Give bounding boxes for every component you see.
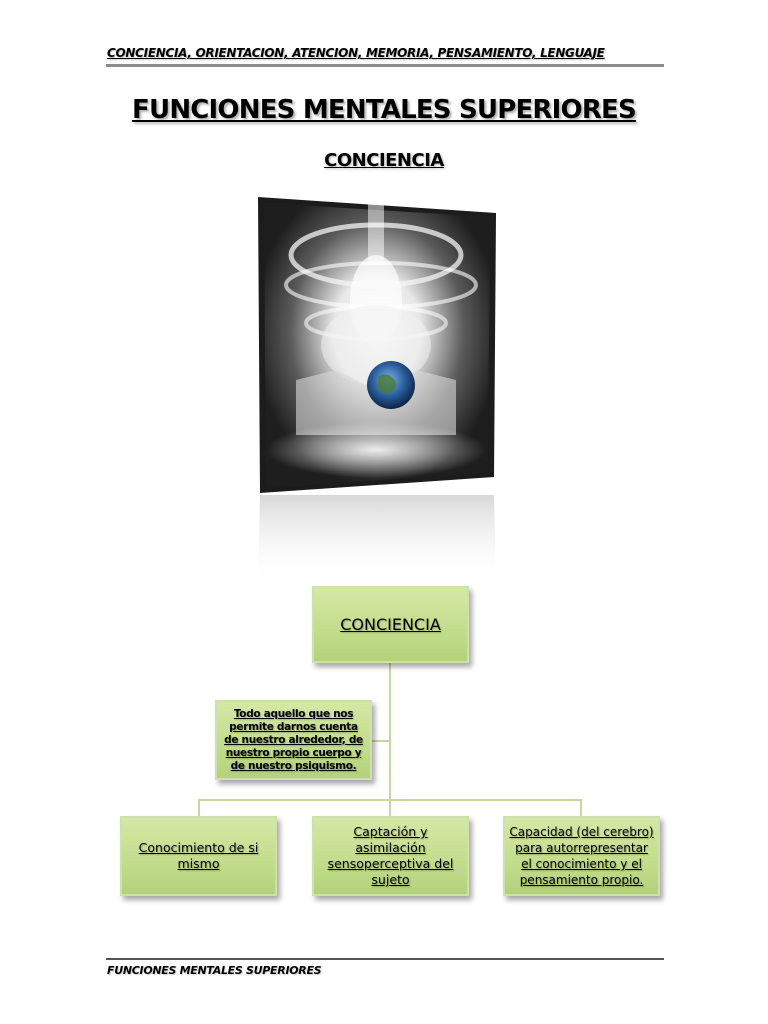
footer-rule [106, 958, 664, 960]
diagram-root-label: CONCIENCIA [340, 615, 441, 634]
diagram-definition-box [215, 700, 372, 780]
header-rule [106, 64, 664, 67]
consciousness-illustration [256, 195, 498, 495]
connector-child-3 [580, 799, 582, 816]
running-header: CONCIENCIA, ORIENTACION, ATENCION, MEMORIA, PENSAMIENTO, LENGUAJE [107, 46, 605, 60]
section-title: CONCIENCIA [324, 150, 444, 171]
diagram-child-label: Captación y asimilación sensoperceptiva del sujeto [327, 824, 454, 887]
connector-definition [372, 740, 390, 742]
diagram-child-box [120, 816, 277, 896]
running-footer: FUNCIONES MENTALES SUPERIORES [107, 964, 322, 977]
diagram-child-box [503, 816, 660, 896]
diagram-definition-text: Todo aquello que nos permite darnos cuenta de nuestro alrededor, de nuestro propio cuerpo y de nuestro psiquismo. [224, 707, 363, 772]
illustration-reflection [256, 495, 498, 585]
diagram-child-box [312, 816, 469, 896]
diagram-child-label: Capacidad (del cerebro) para autorrepresentar el conocimiento y el pensamiento propio. [509, 825, 654, 887]
connector-trunk [389, 663, 391, 801]
diagram-root-box [312, 586, 469, 663]
connector-child-1 [198, 799, 200, 816]
diagram-child-label: Conocimiento de si mismo [138, 840, 259, 871]
page-title: FUNCIONES MENTALES SUPERIORES [132, 95, 636, 125]
connector-child-2 [389, 799, 391, 816]
